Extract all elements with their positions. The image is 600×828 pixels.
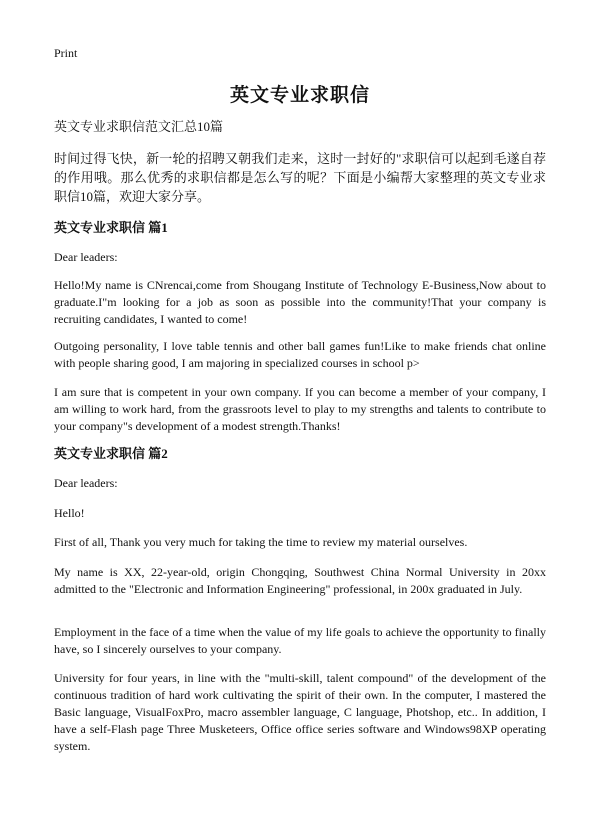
letter-2-heading: 英文专业求职信 篇2 — [54, 446, 168, 461]
letter-1-paragraph: Outgoing personality, I love table tennis and other ball games fun!Like to make friends chat online with people sharing good, I am majoring in specialized courses in school p> — [54, 339, 546, 370]
letter-1-greeting: Dear leaders: — [54, 250, 118, 264]
letter-2-paragraph: My name is XX, 22-year-old, origin Chongqing, Southwest China Normal University in 20xx admitted to the "Electronic and Information Engineering" professional, in 200x graduated in July. — [54, 565, 546, 596]
letter-2-paragraph: Employment in the face of a time when the value of my life goals to achieve the opportunity to finally have, so I sincerely ourselves to your company. — [54, 625, 546, 656]
print-label[interactable]: Print — [54, 46, 78, 60]
intro-paragraph: 时间过得飞快，新一轮的招聘又朝我们走来，这时一封好的"求职信可以起到毛遂自荐的作用哦。那么优秀的求职信都是怎么写的呢？下面是小编帮大家整理的英文专业求职信10篇，欢迎大家分享。 — [54, 151, 546, 204]
subtitle: 英文专业求职信范文汇总10篇 — [54, 119, 224, 134]
letter-1-paragraph: I am sure that is competent in your own company. If you can become a member of your company, I am willing to work hard, from the grassroots level to play to my strengths and talents to contribute to your company"s development of a modest strength.Thanks! — [54, 385, 546, 433]
letter-1-heading: 英文专业求职信 篇1 — [54, 220, 168, 235]
letter-2-greeting: Dear leaders: — [54, 476, 118, 490]
letter-2-paragraph: First of all, Thank you very much for taking the time to review my material ourselves. — [54, 535, 468, 549]
letter-2-paragraph: Hello! — [54, 506, 85, 520]
page-title: 英文专业求职信 — [229, 85, 370, 106]
letter-1-paragraph: Hello!My name is CNrencai,come from Shougang Institute of Technology E-Business,Now about to graduate.I"m looking for a job as soon as possible into the community!That your company is recruiting candidates, I wanted to come! — [54, 278, 546, 326]
letter-2-paragraph: University for four years, in line with the "multi-skill, talent compound" of the development of the continuous tradition of hard work cultivating the spirit of their own. In the computer, I mastered the Basic language, VisualFoxPro, macro assembler language, C language, Photshop, etc.. In addition, I have a self-Flash page Three Musketeers, Office office series software and Windows98XP operating system. — [54, 671, 546, 753]
